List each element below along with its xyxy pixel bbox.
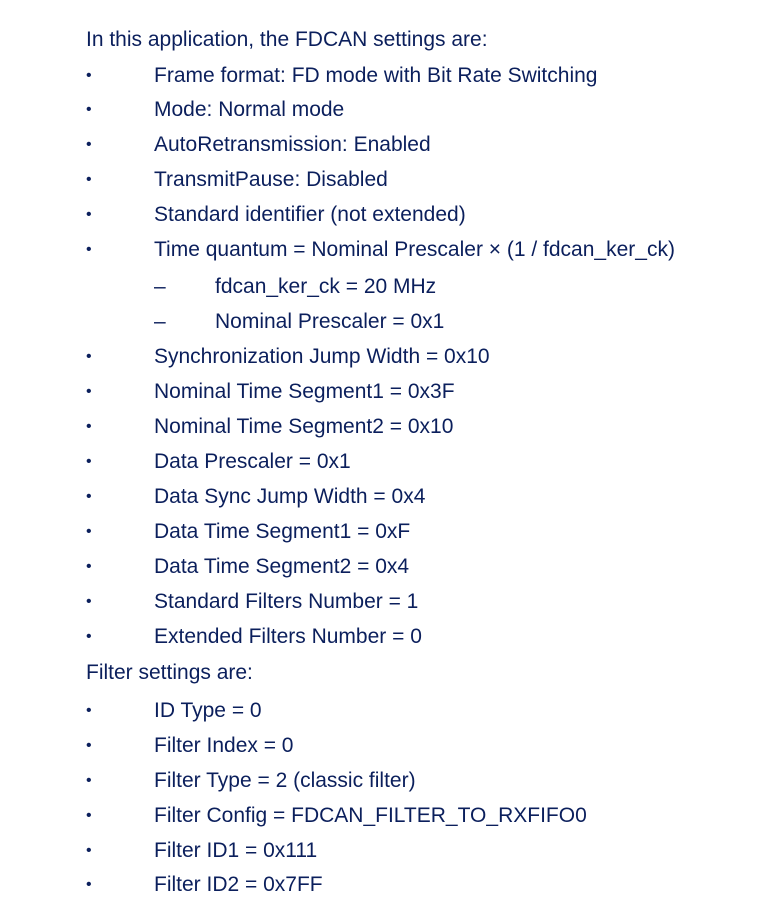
dash-icon: – <box>154 275 166 298</box>
bullet-icon: • <box>86 558 92 575</box>
list-item-text: Filter ID2 = 0x7FF <box>154 873 323 896</box>
bullet-icon: • <box>86 453 92 470</box>
list-item-text: Standard Filters Number = 1 <box>154 590 419 613</box>
list-item-text: Mode: Normal mode <box>154 98 345 121</box>
list-item-text: AutoRetransmission: Enabled <box>154 133 431 156</box>
bullet-icon: • <box>86 593 92 610</box>
bullet-icon: • <box>86 737 92 754</box>
list-item-text: Data Prescaler = 0x1 <box>154 450 351 473</box>
list-item-text: Filter Config = FDCAN_FILTER_TO_RXFIFO0 <box>154 804 587 827</box>
bullet-icon: • <box>86 702 92 719</box>
bullet-icon: • <box>86 523 92 540</box>
list-item-text: Data Time Segment2 = 0x4 <box>154 555 410 578</box>
bullet-icon: • <box>86 772 92 789</box>
bullet-icon: • <box>86 206 92 223</box>
list-item-text: Data Sync Jump Width = 0x4 <box>154 485 426 508</box>
sub-list-item-text: Nominal Prescaler = 0x1 <box>215 310 445 333</box>
list-item-text: Filter Index = 0 <box>154 734 294 757</box>
bullet-icon: • <box>86 628 92 645</box>
bullet-icon: • <box>86 383 92 400</box>
bullet-icon: • <box>86 807 92 824</box>
filter-settings-intro: Filter settings are: <box>86 661 253 684</box>
bullet-icon: • <box>86 101 92 118</box>
list-item-text: Time quantum = Nominal Prescaler × (1 / fdcan_ker_ck) <box>154 238 675 261</box>
list-item-text: Frame format: FD mode with Bit Rate Switching <box>154 64 598 87</box>
list-item-text: Nominal Time Segment2 = 0x10 <box>154 415 454 438</box>
bullet-icon: • <box>86 842 92 859</box>
list-item-text: TransmitPause: Disabled <box>154 168 388 191</box>
list-item-text: Nominal Time Segment1 = 0x3F <box>154 380 455 403</box>
sub-list-item-text: fdcan_ker_ck = 20 MHz <box>215 275 437 298</box>
list-item-text: Filter ID1 = 0x111 <box>154 839 318 862</box>
bullet-icon: • <box>86 136 92 153</box>
bullet-icon: • <box>86 876 92 893</box>
bullet-icon: • <box>86 67 92 84</box>
bullet-icon: • <box>86 171 92 188</box>
list-item-text: Synchronization Jump Width = 0x10 <box>154 345 490 368</box>
bullet-icon: • <box>86 488 92 505</box>
list-item-text: Extended Filters Number = 0 <box>154 625 422 648</box>
bullet-icon: • <box>86 418 92 435</box>
bullet-icon: • <box>86 348 92 365</box>
list-item-text: ID Type = 0 <box>154 699 262 722</box>
fdcan-settings-intro: In this application, the FDCAN settings are: <box>86 28 488 51</box>
list-item-text: Data Time Segment1 = 0xF <box>154 520 411 543</box>
list-item-text: Standard identifier (not extended) <box>154 203 466 226</box>
bullet-icon: • <box>86 241 92 258</box>
list-item-text: Filter Type = 2 (classic filter) <box>154 769 416 792</box>
dash-icon: – <box>154 310 166 333</box>
